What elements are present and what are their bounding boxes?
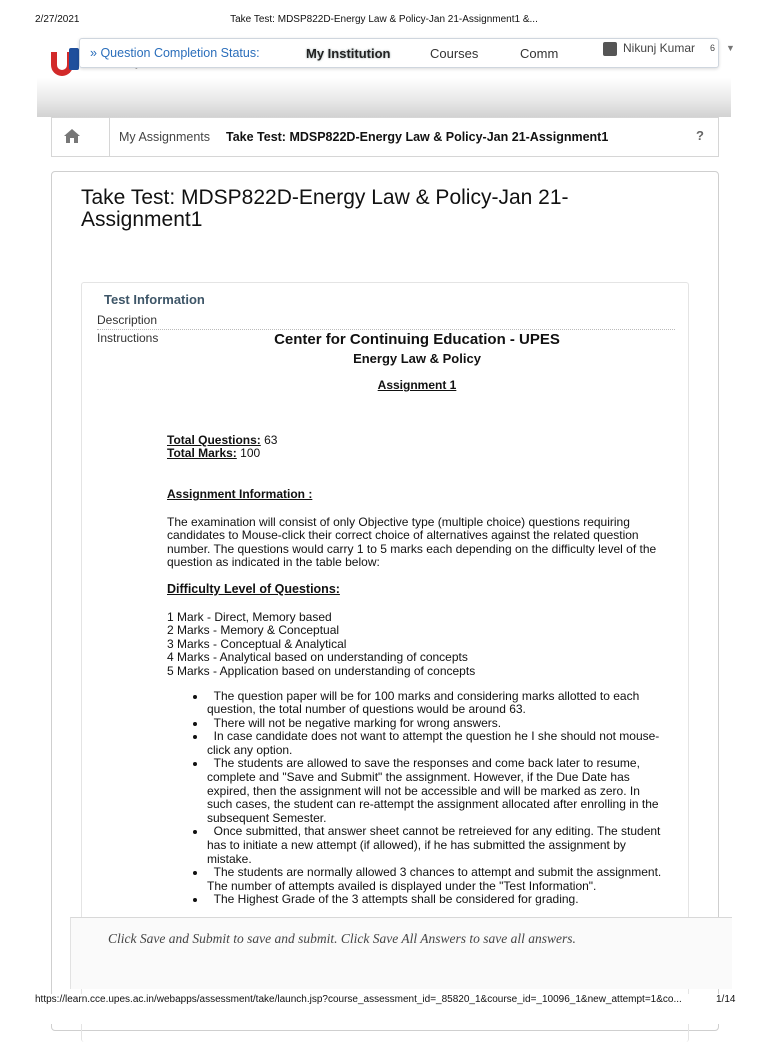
difficulty-level-heading: Difficulty Level of Questions: <box>167 581 340 596</box>
difficulty-level: 3 Marks - Conceptual & Analytical <box>167 636 347 651</box>
notification-count[interactable]: 6 <box>710 43 716 53</box>
help-icon[interactable]: ? <box>696 128 704 143</box>
difficulty-level: 1 Mark - Direct, Memory based <box>167 609 332 624</box>
print-url: https://learn.cce.upes.ac.in/webapps/assessment/take/launch.jsp?course_assessment_id=_85820_1&course_id=_10096_1&new_attempt=1&co... <box>35 994 682 1005</box>
page-title: Take Test: MDSP822D-Energy Law & Policy-Jan 21-Assignment1 <box>81 186 569 231</box>
upes-logo[interactable] <box>43 38 79 78</box>
difficulty-level: 2 Marks - Memory & Conceptual <box>167 623 340 638</box>
list-item: • The students are allowed to save the responses and come back later to resume, complete and "Save and Submit" the assignment. However, if the Due Date has expired, then the assignment will not be accessible and will be marked as zero. In such cases, the student can re-attempt the assignment allocated after enrolling in the subsequent Semester. <box>207 757 667 825</box>
user-name[interactable]: Nikunj Kumar <box>623 41 696 55</box>
status-link-label: Question Completion Status: <box>100 46 260 60</box>
rules-list <box>167 690 667 908</box>
print-title: Take Test: MDSP822D-Energy Law & Policy-Jan 21-Assignment1 &... <box>230 14 538 25</box>
total-marks-label: Total Marks: <box>167 446 237 461</box>
breadcrumb-my-assignments[interactable]: My Assignments <box>119 130 211 144</box>
description-label: Description <box>97 313 158 327</box>
assignment-stats <box>167 434 667 461</box>
tab-courses[interactable]: Courses <box>430 46 479 61</box>
list-item: • The question paper will be for 100 marks and considering marks allotted to each question, the total number of questions would be around 63. <box>207 690 667 717</box>
print-page-number: 1/14 <box>716 994 736 1005</box>
center-name: Center for Continuing Education - UPES <box>274 331 560 348</box>
double-chevron-down-icon: » <box>90 46 97 60</box>
home-icon <box>64 129 80 143</box>
content-panel <box>51 171 719 1031</box>
course-name: Energy Law & Policy <box>353 350 481 366</box>
assignment-information-text: The examination will consist of only Objective type (multiple choice) questions requiring candidates to Mouse-click their correct choice of alternatives against the related question number. The questions would carry 1 to 5 marks each depending on the difficulty level of the question as indicated in the table below: <box>167 514 657 570</box>
total-questions-value: 63 <box>264 432 278 447</box>
submit-footer-bar <box>70 917 732 989</box>
list-item: • There will not be negative marking for wrong answers. <box>207 717 667 731</box>
user-avatar[interactable] <box>603 42 617 56</box>
home-button[interactable] <box>52 118 110 156</box>
print-date: 2/27/2021 <box>35 14 80 25</box>
top-banner <box>37 30 735 117</box>
chevron-down-icon[interactable]: ▼ <box>726 43 735 53</box>
tab-my-institution[interactable]: My Institution <box>306 46 391 61</box>
print-footer <box>0 994 768 1024</box>
total-questions-label: Total Questions: <box>167 432 261 447</box>
tab-community[interactable]: Comm <box>520 46 559 61</box>
breadcrumb-current-test: Take Test: MDSP822D-Energy Law & Policy-Jan 21-Assignment1 <box>226 130 609 144</box>
difficulty-levels <box>167 611 667 679</box>
list-item: • The Highest Grade of the 3 attempts shall be considered for grading. <box>207 893 667 907</box>
test-information-heading: Test Information <box>104 292 205 307</box>
divider <box>97 329 675 330</box>
footer-help-text: Click Save and Submit to save and submit. Click Save All Answers to save all answers. <box>108 931 576 946</box>
question-completion-status-bar <box>79 38 735 68</box>
instructions-content <box>167 333 667 907</box>
difficulty-level: 5 Marks - Application based on understanding of concepts <box>167 663 476 678</box>
list-item: • Once submitted, that answer sheet cannot be retreieved for any editing. The student has to initiate a new attempt (if allowed), if he has submitted the assignment by mistake. <box>207 825 667 866</box>
question-completion-status-link[interactable] <box>90 46 260 60</box>
assignment-information-heading: Assignment Information : <box>167 486 313 501</box>
assignment-title: Assignment 1 <box>377 378 457 393</box>
list-item: • In case candidate does not want to attempt the question he I she should not mouse-click any option. <box>207 730 667 757</box>
list-item: • The students are normally allowed 3 chances to attempt and submit the assignment. The number of attempts availed is displayed under the "Test Information". <box>207 866 667 893</box>
instructions-label: Instructions <box>97 331 159 345</box>
total-marks-value: 100 <box>240 446 261 461</box>
difficulty-level: 4 Marks - Analytical based on understanding of concepts <box>167 650 468 665</box>
breadcrumb <box>51 117 719 157</box>
